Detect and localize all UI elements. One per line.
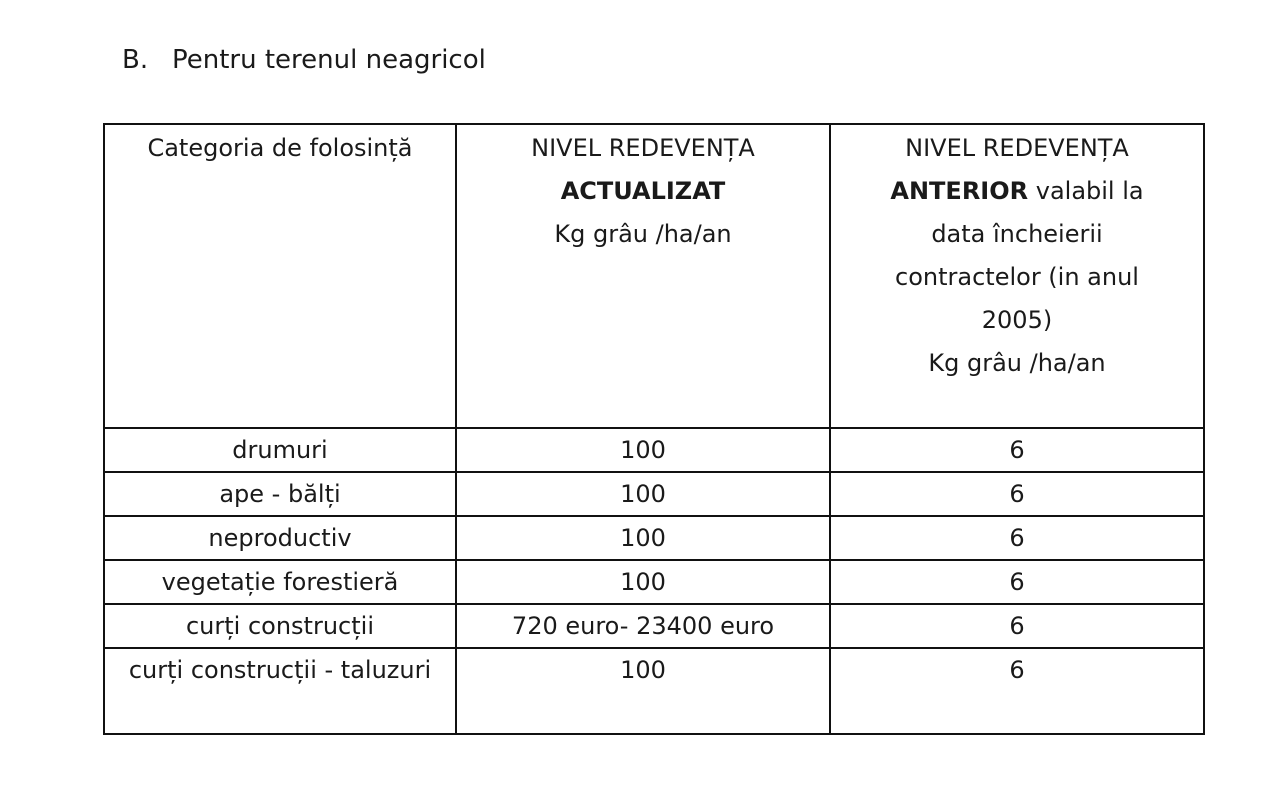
header-previous-line2-rest: valabil la (1028, 177, 1144, 205)
header-previous-line5: 2005) (981, 306, 1053, 334)
table-header-row (104, 124, 1204, 428)
cell-category: ape - bălți (104, 472, 456, 516)
cell-previous: 6 (830, 516, 1204, 560)
header-previous-level (830, 124, 1204, 428)
header-current-line1: NIVEL REDEVENȚA (531, 134, 755, 162)
cell-previous: 6 (830, 648, 1204, 734)
table-row (104, 604, 1204, 648)
table-row (104, 516, 1204, 560)
cell-previous: 6 (830, 604, 1204, 648)
table-row (104, 648, 1204, 734)
royalty-table (103, 123, 1205, 735)
cell-current: 100 (456, 648, 830, 734)
section-title: Pentru terenul neagricol (172, 45, 486, 75)
cell-current: 100 (456, 516, 830, 560)
header-current-level (456, 124, 830, 428)
header-current-line3: Kg grâu /ha/an (554, 220, 732, 248)
header-previous-line6: Kg grâu /ha/an (928, 349, 1106, 377)
header-previous-line2 (837, 170, 1197, 213)
header-category (104, 124, 456, 428)
section-heading (122, 40, 486, 80)
table-row (104, 560, 1204, 604)
cell-current: 100 (456, 472, 830, 516)
header-previous-line1: NIVEL REDEVENȚA (905, 134, 1129, 162)
header-current-line2: ACTUALIZAT (560, 177, 726, 205)
cell-category: drumuri (104, 428, 456, 472)
cell-category: curți construcții (104, 604, 456, 648)
header-previous-line2-bold: ANTERIOR (890, 177, 1029, 205)
cell-current: 100 (456, 560, 830, 604)
header-category-label: Categoria de folosință (147, 134, 413, 162)
cell-current: 100 (456, 428, 830, 472)
cell-current: 720 euro- 23400 euro (456, 604, 830, 648)
table-row (104, 428, 1204, 472)
cell-category: vegetație forestieră (104, 560, 456, 604)
cell-previous: 6 (830, 560, 1204, 604)
table-row (104, 472, 1204, 516)
cell-previous: 6 (830, 428, 1204, 472)
cell-category: curți construcții - taluzuri (104, 648, 456, 734)
header-previous-line3: data încheierii (931, 220, 1103, 248)
section-marker: B. (122, 45, 149, 75)
cell-category: neproductiv (104, 516, 456, 560)
header-previous-line4: contractelor (in anul (895, 263, 1139, 291)
cell-previous: 6 (830, 472, 1204, 516)
